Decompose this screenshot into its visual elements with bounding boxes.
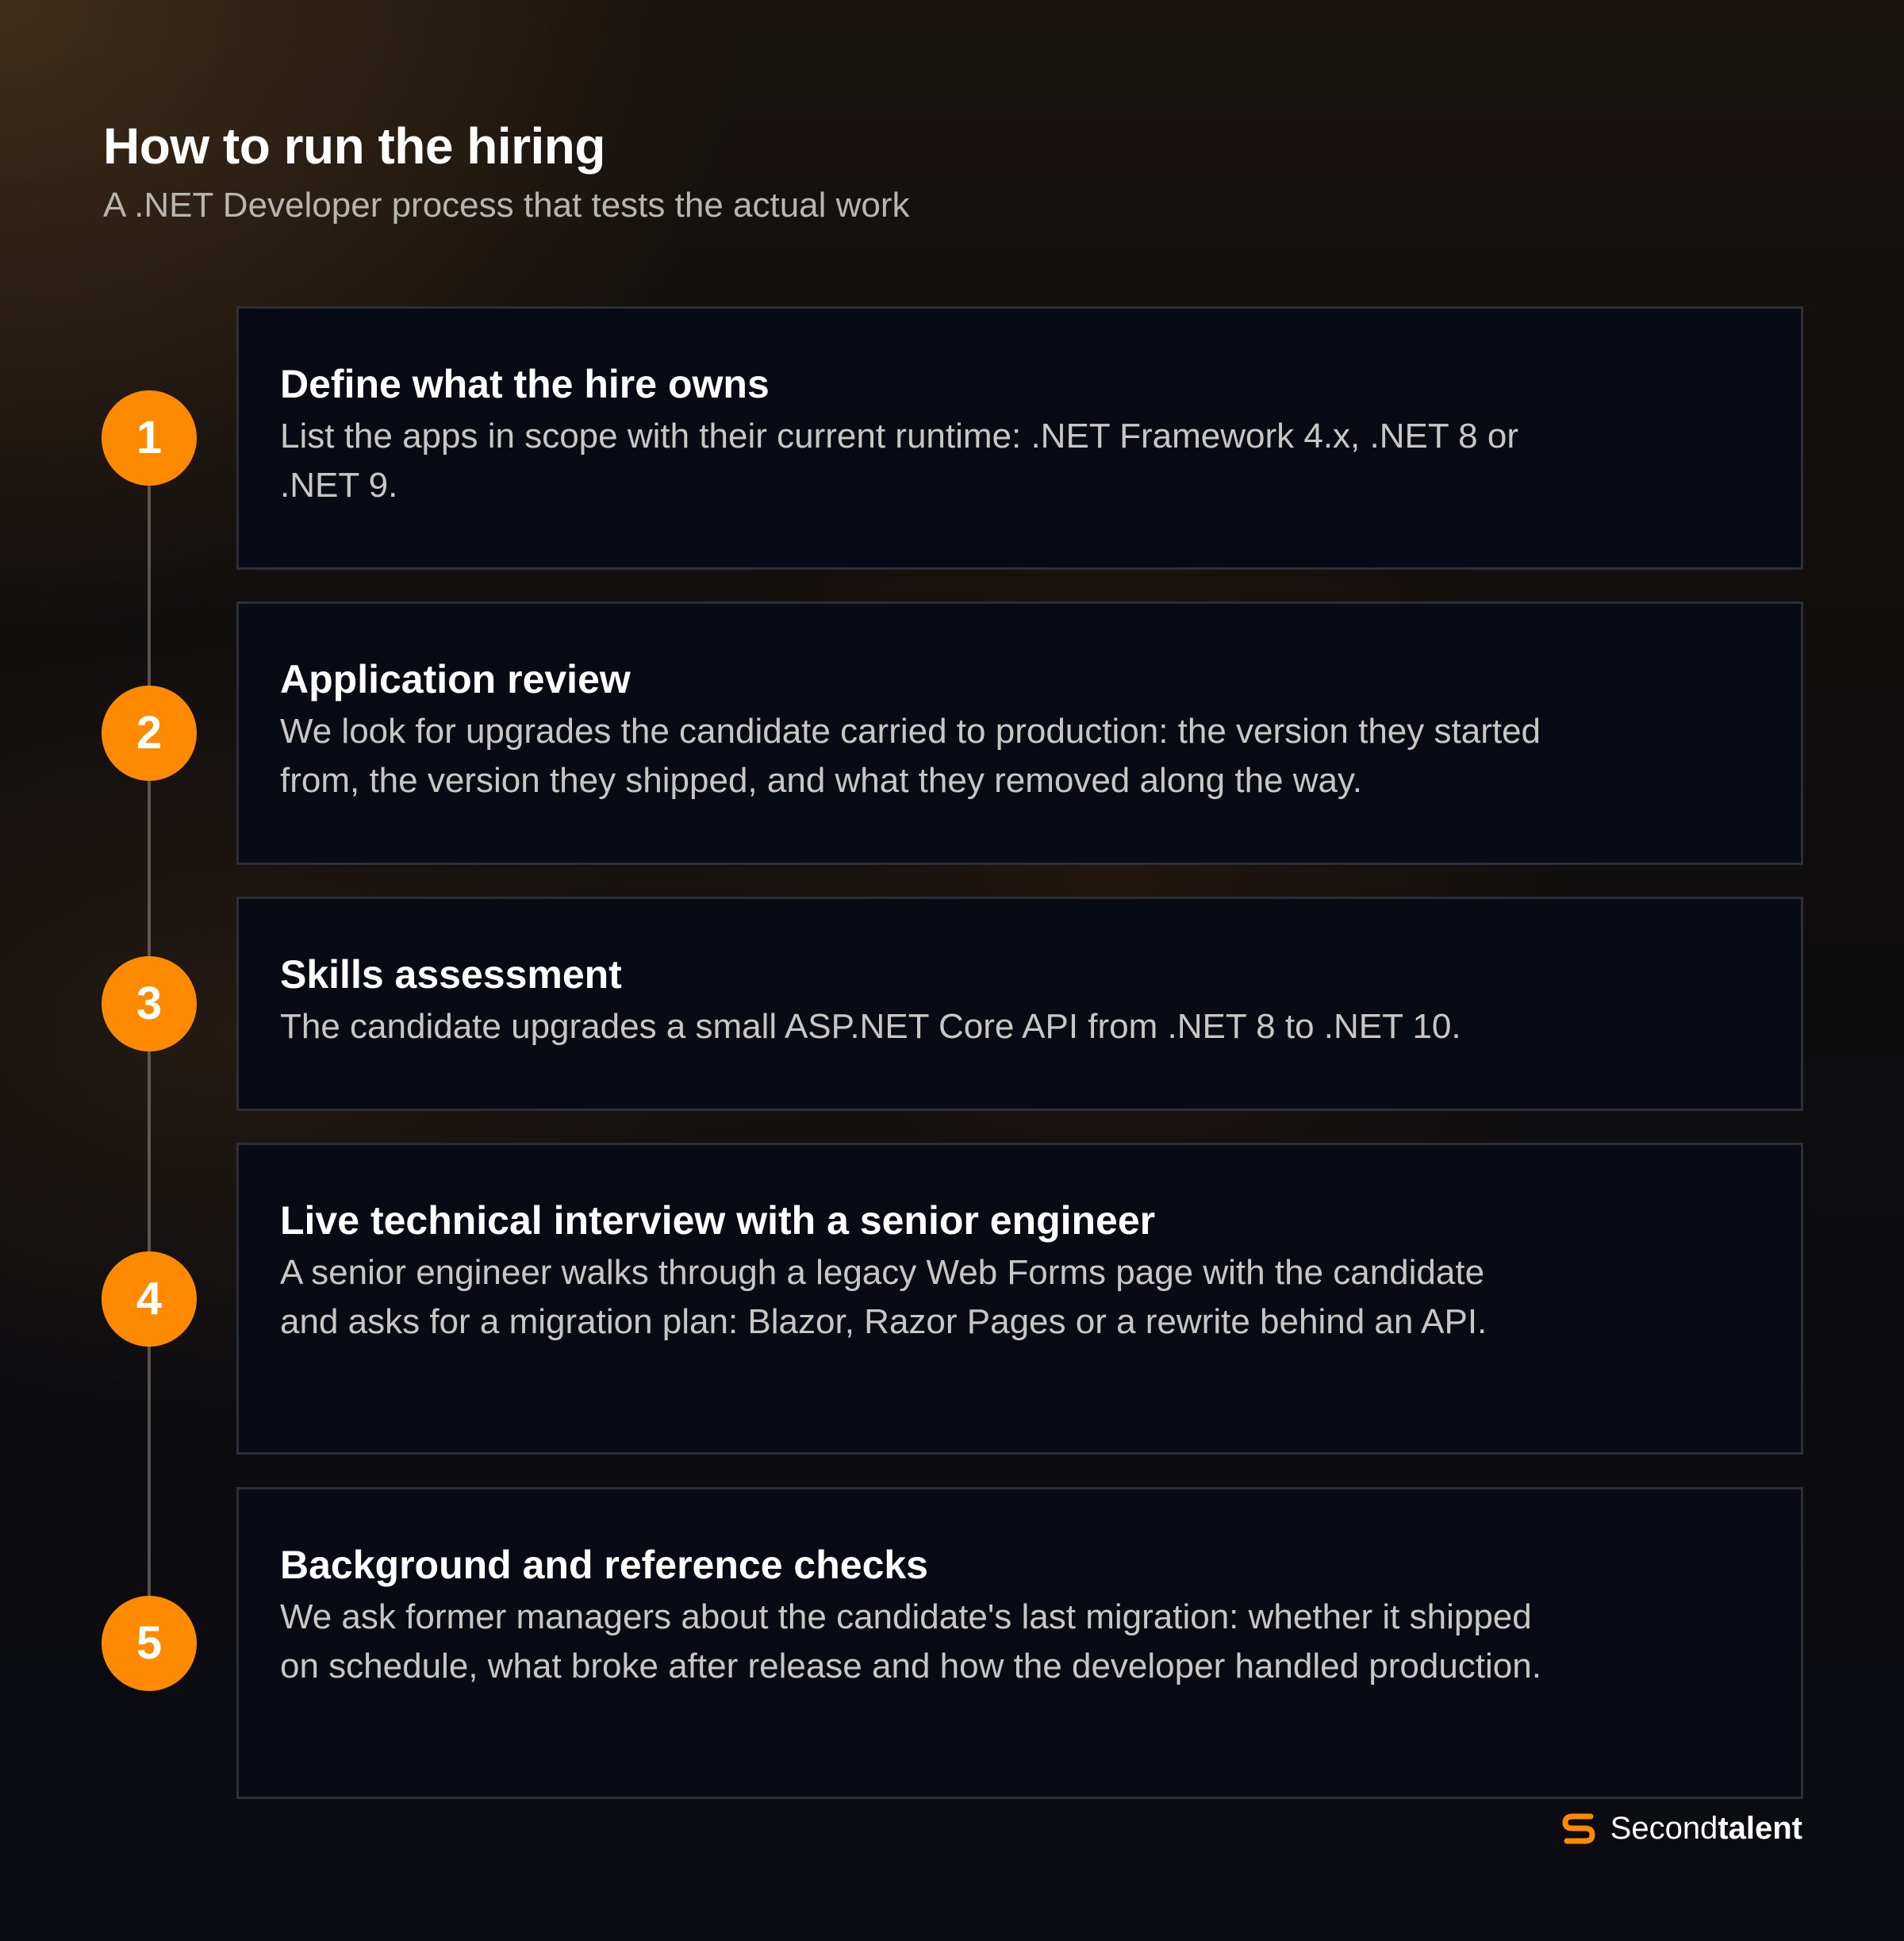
step-number-badge: 1 xyxy=(102,390,197,486)
brand-logo xyxy=(1558,1806,1802,1851)
step-number-badge: 4 xyxy=(102,1251,197,1347)
step-card xyxy=(236,306,1803,570)
brand-wordmark-talent: talent xyxy=(1718,1811,1802,1846)
step-description: We look for upgrades the candidate carried to production: the version they started from, the version they shipped, and what they removed along the way. xyxy=(280,712,1541,800)
step-card xyxy=(236,602,1803,865)
secondtalent-s-logo-icon xyxy=(1558,1808,1599,1849)
step-title: Define what the hire owns xyxy=(280,362,770,406)
step-description: The candidate upgrades a small ASP.NET Core API from .NET 8 to .NET 10. xyxy=(280,1007,1461,1046)
brand-wordmark-second: Second xyxy=(1610,1811,1718,1846)
brand-wordmark xyxy=(1610,1806,1802,1851)
step-description: We ask former managers about the candidate's last migration: whether it shipped on schedule, what broke after release and how the developer handled production. xyxy=(280,1597,1541,1685)
step-card xyxy=(236,897,1803,1111)
step-description: List the apps in scope with their current runtime: .NET Framework 4.x, .NET 8 or .NET 9. xyxy=(280,417,1518,505)
step-card xyxy=(236,1143,1803,1455)
step-title: Live technical interview with a senior engineer xyxy=(280,1198,1156,1243)
step-number-badge: 5 xyxy=(102,1596,197,1691)
step-card xyxy=(236,1487,1803,1799)
step-title: Background and reference checks xyxy=(280,1543,928,1587)
step-number-badge: 2 xyxy=(102,686,197,781)
page-title: How to run the hiring xyxy=(103,117,605,175)
header xyxy=(103,111,910,230)
page-subtitle: A .NET Developer process that tests the actual work xyxy=(103,186,910,225)
step-number-badge: 3 xyxy=(102,956,197,1051)
step-title: Skills assessment xyxy=(280,952,622,997)
step-title: Application review xyxy=(280,657,631,701)
step-description: A senior engineer walks through a legacy Web Forms page with the candidate and asks for a migration plan: Blazor, Razor Pages or a rewrite behind an API. xyxy=(280,1253,1488,1341)
